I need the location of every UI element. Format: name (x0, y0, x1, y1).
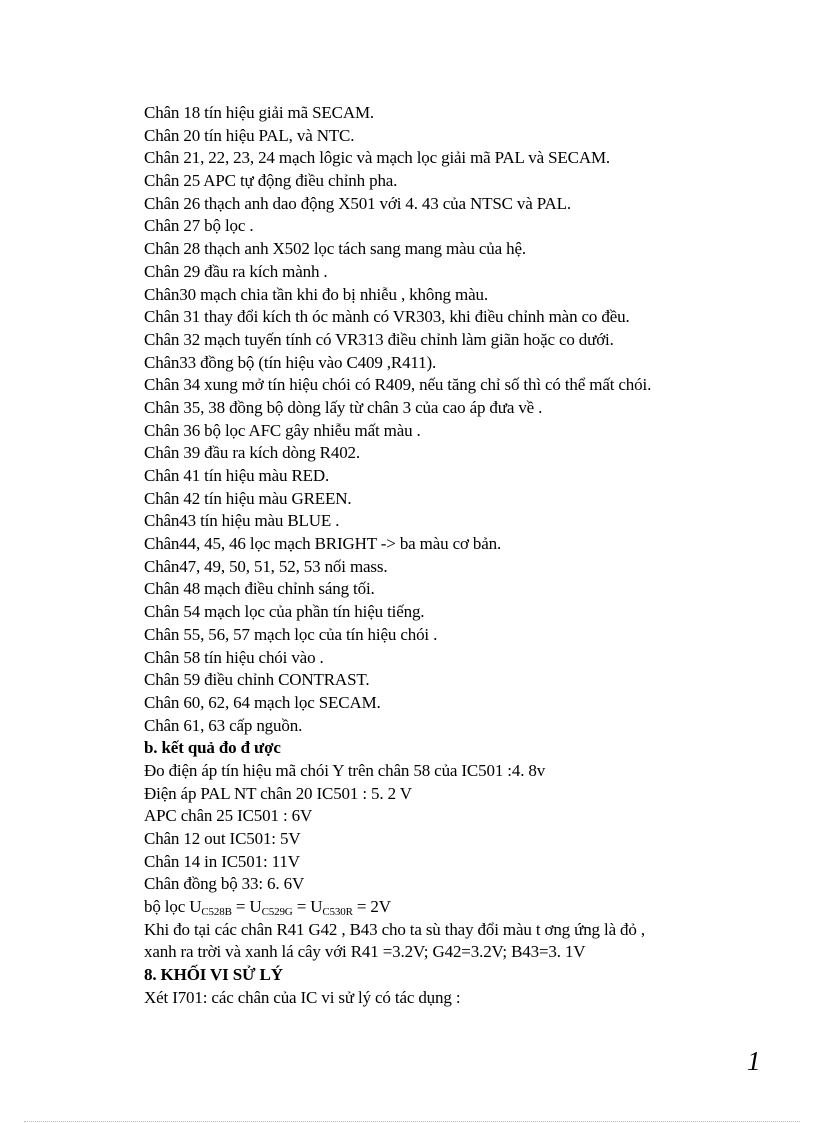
footer-divider (24, 1121, 800, 1122)
pin-line-42: Chân 42 tín hiệu màu GREEN. (144, 488, 352, 508)
filter-suffix: = 2V (352, 897, 391, 917)
pin-line-48: Chân 48 mạch điều chỉnh sáng tối. (144, 579, 375, 599)
filter-mid-2: = U (292, 897, 323, 917)
pin-line-18: Chân 18 tín hiệu giải mã SECAM. (144, 103, 375, 122)
pin-line-44-46: Chân44, 45, 46 lọc mạch BRIGHT -> ba màu cơ bản. (144, 534, 502, 554)
filter-subscript-2: C529G (261, 906, 293, 919)
pin-line-34: Chân 34 xung mở tín hiệu chói có R409, nếu tăng chỉ số thì có thể mất chói. (144, 375, 652, 395)
pin-line-59: Chân 59 điều chỉnh CONTRAST. (144, 670, 370, 690)
pin-line-47-53: Chân47, 49, 50, 51, 52, 53 nối mass. (144, 556, 388, 576)
pin-line-20: Chân 20 tín hiệu PAL, và NTC. (144, 125, 355, 145)
pin-line-25: Chân 25 APC tự động điều chỉnh pha. (144, 171, 398, 191)
pin-line-36: Chân 36 bộ lọc AFC gây nhiễu mất màu . (144, 420, 421, 440)
measurement-line: Chân đồng bộ 33: 6. 6V (144, 874, 305, 894)
measurement-line: Chân 12 out IC501: 5V (144, 829, 301, 848)
pin-line-29: Chân 29 đầu ra kích mành . (144, 261, 328, 281)
filter-mid-1: = U (231, 897, 262, 917)
pin-line-27: Chân 27 bộ lọc . (144, 216, 254, 236)
pin-line-30: Chân30 mạch chia tần khi đo bị nhiễu , không màu. (144, 284, 488, 304)
pin-line-55-57: Chân 55, 56, 57 mạch lọc của tín hiệu chói . (144, 624, 438, 644)
pin-line-61-63: Chân 61, 63 cấp nguồn. (144, 715, 303, 735)
pin-line-31: Chân 31 thay đổi kích th óc mành có VR303, khi điều chỉnh màn co đều. (144, 307, 630, 327)
pin-line-32: Chân 32 mạch tuyến tính có VR313 điều chỉnh làm giãn hoặc co dưới. (144, 329, 614, 349)
pin-line-33: Chân33 đồng bộ (tín hiệu vào C409 ,R411). (144, 352, 437, 372)
section-8-intro: Xét I701: các chân của IC vi sử lý có tác dụng : (144, 987, 461, 1007)
pin-line-43: Chân43 tín hiệu màu BLUE . (144, 511, 340, 531)
section-8-heading: 8. KHỐI VI SỬ LÝ (144, 965, 283, 985)
color-paragraph-line-1: Khi đo tại các chân R41 G42 , B43 cho ta sù thay đổi màu t ơng ứng là đỏ , (144, 919, 645, 939)
measurement-line: APC chân 25 IC501 : 6V (144, 806, 313, 826)
pin-line-60-64: Chân 60, 62, 64 mạch lọc SECAM. (144, 692, 381, 712)
measurement-line: Điện áp PAL NT chân 20 IC501 : 5. 2 V (144, 783, 412, 803)
pin-line-41: Chân 41 tín hiệu màu RED. (144, 466, 330, 485)
pin-line-54: Chân 54 mạch lọc của phần tín hiệu tiếng. (144, 602, 425, 622)
page-body (144, 102, 784, 1010)
color-paragraph-line-2: xanh ra trời và xanh lá cây với R41 =3.2V; G42=3.2V; B43=3. 1V (144, 942, 586, 962)
filter-subscript-3: C530R (322, 906, 353, 919)
pin-line-58: Chân 58 tín hiệu chói vào . (144, 647, 324, 667)
measurement-line: Đo điện áp tín hiệu mã chói Y trên chân 58 của IC501 :4. 8v (144, 760, 546, 780)
pin-line-39: Chân 39 đầu ra kích dòng R402. (144, 443, 360, 463)
section-b-heading: b. kết quả đo đ ược (144, 738, 281, 758)
filter-subscript-1: C528B (201, 906, 232, 919)
filter-voltage-line (144, 896, 784, 919)
pin-line-26: Chân 26 thạch anh dao động X501 với 4. 43 của NTSC và PAL. (144, 193, 571, 213)
pin-line-35-38: Chân 35, 38 đồng bộ dòng lấy từ chân 3 của cao áp đưa về . (144, 397, 543, 417)
pin-line-21-24: Chân 21, 22, 23, 24 mạch lôgic và mạch lọc giải mã PAL và SECAM. (144, 148, 611, 168)
measurement-line: Chân 14 in IC501: 11V (144, 851, 300, 871)
filter-prefix: bộ lọc U (144, 897, 202, 917)
page-number: 1 (747, 1046, 761, 1076)
pin-line-28: Chân 28 thạch anh X502 lọc tách sang mang màu của hệ. (144, 239, 526, 259)
